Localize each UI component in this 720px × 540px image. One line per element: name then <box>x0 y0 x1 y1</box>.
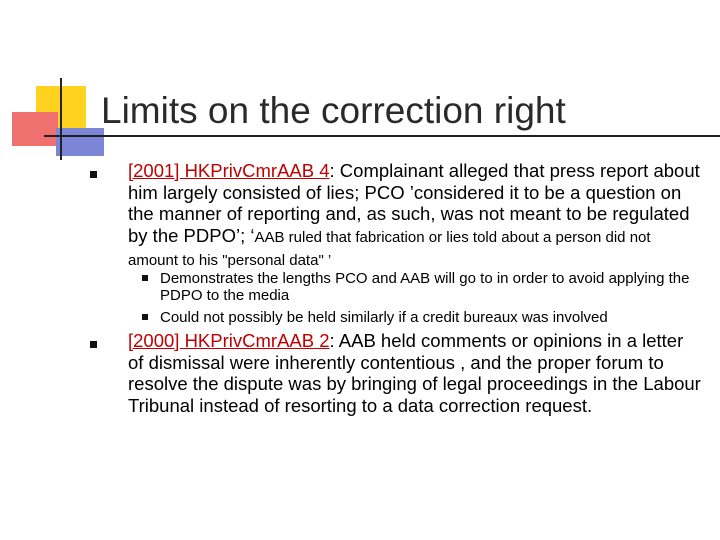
bullet-text <box>128 160 703 272</box>
square-bullet-icon <box>142 275 148 281</box>
case-citation-link[interactable]: [2000] HKPrivCmrAAB 2 <box>128 330 330 351</box>
bullet-quote: AAB ruled that fabrication or lies told about a person did not amount to his "personal data" ’ <box>128 228 651 269</box>
decor-red-square <box>12 112 58 146</box>
title-underline <box>44 135 720 137</box>
square-bullet-icon <box>90 171 97 178</box>
case-citation-link[interactable]: [2001] HKPrivCmrAAB 4 <box>128 160 330 181</box>
bullet-body: : AAB held comments or opinions in a letter of dismissal were inherently contentious , and the proper forum to resolve the dispute was by bringing of legal proceedings in the Labour Tribunal instead of resorting to a data correction request. <box>128 330 701 416</box>
decor-vertical-line <box>60 78 62 160</box>
bullet-body: : Complainant alleged that press report about him largely consisted of lies; PCO ’considered it to be a question on the manner of reporting and, as such, was not meant to be regulated by the PDPO’; ‘ <box>128 160 700 246</box>
decor-blue-square <box>56 128 104 156</box>
square-bullet-icon <box>90 341 97 348</box>
bullet-text <box>128 330 703 416</box>
square-bullet-icon <box>142 314 148 320</box>
sub-bullet-text: Could not possibly be held similarly if a credit bureaux was involved <box>160 309 608 326</box>
sub-bullet-text: Demonstrates the lengths PCO and AAB will go to in order to avoid applying the PDPO to the media <box>160 270 690 304</box>
slide-title: Limits on the correction right <box>101 90 566 131</box>
